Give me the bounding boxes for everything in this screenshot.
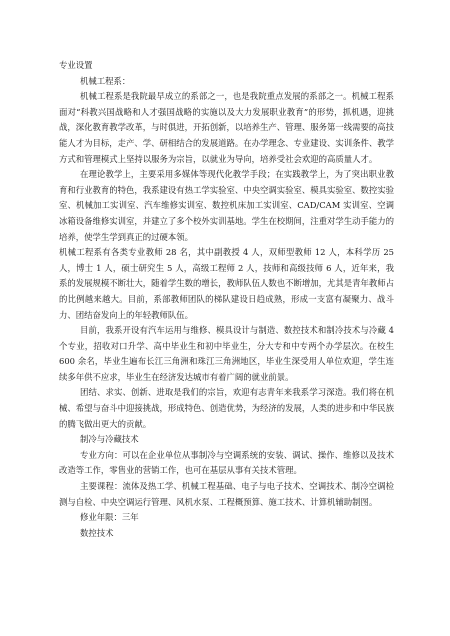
intro-paragraph: 机械工程系是我院最早成立的系部之一，也是我院重点发展的系部之一。机械工程系面对“科教兴国战略和人才强国战略的实施以及大力发展职业教育”的形势，抓机遇，迎挑战，深化教育教学改革，与时俱进，开拓创新，以培养生产、管理、服务第一线需要的高技能人才为目标，走产、学、研相结合的发展道路。在办学理念、专业建设、实训条件、教学方式和管理模式上坚持以服务为宗旨，以就业为导向，培养受社会欢迎的高质量人才。 (59, 91, 394, 164)
major-courses: 主要课程：流体及热工学、机械工程基础、电子与电子技术、空调技术、制冷空调检测与自检、中央空调运行管理、风机水泵、工程概预算、施工技术、计算机辅助制图。 (59, 481, 394, 507)
section-title: 专业设置 (59, 60, 93, 70)
major-title: 制冷与冷藏技术 (80, 434, 139, 445)
next-major-title: 数控技术 (80, 527, 114, 538)
motto-paragraph: 团结、求实、创新、进取是我们的宗旨，欢迎有志青年来我系学习深造。我们将在机械、希望与奋斗中迎接挑战，形成特色、创造优势，为经济的发展，人类的进步和中华民族的腾飞做出更大的贡献。 (59, 387, 394, 429)
teaching-paragraph: 在理论教学上，主要采用多媒体等现代化教学手段；在实践教学上，为了突出职业教育和行业教育的特色，我系建设有热工学实验室、中央空调实验室、模具实验室、数控实验室、机械加工实训室、汽车维修实训室、数控机床加工实训室、CAD/CAM 实训室、空调冰箱设备维修实训室，并建立了多个校外实训基地。学生在校期间，注重对学生动手能力的培养，使学生学到真正的过硬本领。 (59, 169, 394, 242)
major-direction: 专业方向：可以在企业单位从事制冷与空调系统的安装、调试、操作、维修以及技术改造等工作，零售业的营销工作，也可在基层从事有关技术管理。 (59, 449, 394, 476)
programs-paragraph: 目前，我系开设有汽车运用与维修、模具设计与制造、数控技术和制冷技术与冷藏 4 个专业，招收对口升学、高中毕业生和初中毕业生，分大专和中专两个办学层次。在校生 600 余名，毕业生遍布长江三角洲和珠江三角洲地区，毕业生深受用人单位欢迎，学生连续多年供不应求，毕业生在经济发达城市有着广阔的就业前景。 (59, 325, 394, 382)
department-title: 机械工程系： (80, 75, 131, 86)
faculty-paragraph: 机械工程系有各类专业教师 28 名，其中副教授 4 人，双师型教师 12 人，本科学历 25 人，博士 1 人，硕士研究生 5 人，高级工程师 2 人，技师和高级技师 6 人，近年来，我系的发展规模不断壮大，随着学生数的增长，教师队伍人数也不断增加，尤其是青年教师占的比例越来越大。目前，系部教师团队的梯队建设日趋成熟，形成一支富有凝聚力、战斗力、团结奋发向上的年轻教师队伍。 (59, 247, 394, 320)
major-duration: 修业年限：三年 (80, 512, 139, 523)
